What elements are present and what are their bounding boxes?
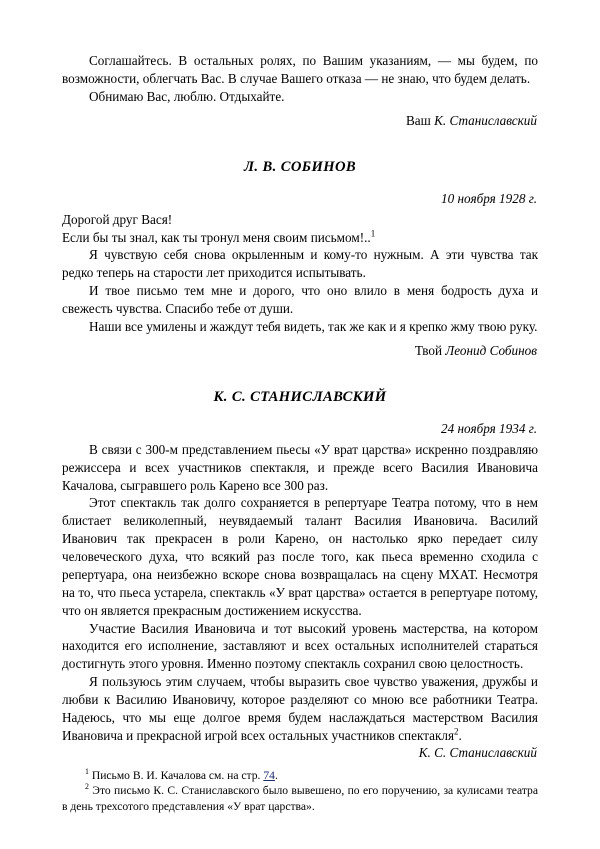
stanislavsky-paragraph-3: Участие Василия Ивановича и тот высокий уровень мастерства, на котором находится его исполнение, заставляют и всех остальных исполнителей стараться достигнуть этого уровня. Именно поэтому спектакль сохранил свою целостность. [62, 620, 538, 672]
spacer [62, 359, 538, 389]
footnote-1-text-before: Письмо В. И. Качалова см. на стр. [88, 768, 264, 782]
spacer [62, 406, 538, 421]
sobinov-signature-prefix: Твой [414, 342, 446, 358]
intro-paragraph-2: Обнимаю Вас, люблю. Отдыхайте. [89, 88, 285, 104]
stanislavsky-paragraph-2: Этот спектакль так долго сохраняется в репертуаре Театра потому, что в нем блистает великолепный, неувядаемый талант Василия Ивановича. Василий Иванович так прекрасен в роли Карено, он настолько ярко передает силу человеческого духа, что всякий раз после того, как пьеса временно сходила с репертуара, она неизбежно вскоре снова возвращалась на сцену МХАТ. Несмотря на то, что пьеса устарела, спектакль «У врат царства» остается в репертуаре потому, что он является прекрасным достижением искусства. [62, 495, 538, 618]
stanislavsky-paragraph-4 [62, 673, 538, 745]
footnote-marker-2: 2 [85, 782, 89, 792]
footnote-1-text-after: . [274, 768, 278, 782]
stanislavsky-signature-name: К. С. Станиславский [418, 744, 537, 760]
spacer [62, 106, 538, 113]
sobinov-paragraph-1: Я чувствую себя снова окрыленным и кому-то нужным. А эти чувства так редко теперь на старости лет приходится испытывать. [62, 247, 538, 281]
intro-signature-prefix: Ваш [406, 112, 435, 128]
spacer [62, 336, 538, 343]
sobinov-signature [62, 343, 538, 359]
intro-paragraph-1: Соглашайтесь. В остальных ролях, по Вашим указаниям, — мы будем, по возможности, облегчать Вас. В случае Вашего отказа — не знаю, что будем делать. [62, 53, 538, 86]
footnote-ref-2[interactable]: 2 [454, 726, 459, 737]
footnote-2-text: Это письмо К. С. Станиславского было вывешено, по его поручению, за кулисами театра в день трехсотого представления «У врат царства». [62, 784, 538, 814]
section-heading-stanislavsky: К. С. СТАНИСЛАВСКИЙ [213, 388, 387, 405]
stanislavsky-paragraph-4-text: Я пользуюсь этим случаем, чтобы выразить свое чувство уважения, дружбы и любви к Василию Ивановичу, которое разделяют со мною все работники Театра. Надеюсь, что мы еще долгое время будем наслаждаться мастерством Василия Ивановича и прекрасной игрой всех остальных участников спектакля [62, 674, 538, 743]
sobinov-signature-name: Леонид Собинов [445, 342, 537, 358]
stanislavsky-signature [62, 745, 538, 761]
stanislavsky-paragraph-4-tail: . [458, 727, 462, 743]
sobinov-line-2-text: Если бы ты знал, как ты тронул меня своим письмом!.. [62, 229, 371, 245]
section-heading-sobinov: Л. В. СОБИНОВ [243, 158, 357, 175]
sobinov-paragraph-3: Наши все умилены и жаждут тебя видеть, так же как и я крепко жму твою руку. [89, 318, 538, 334]
salutation-sobinov: Дорогой друг Вася! [62, 211, 173, 227]
footnote-marker-1: 1 [85, 766, 89, 776]
spacer [62, 176, 538, 191]
sobinov-line-2 [62, 229, 538, 247]
footnote-section [62, 768, 538, 815]
date-stanislavsky: 24 ноября 1934 г. [441, 420, 537, 436]
intro-signature-name: К. Станиславский [434, 112, 537, 128]
footnote-ref-1[interactable]: 1 [370, 228, 376, 239]
sobinov-paragraph-2: И твое письмо тем мне и дорого, что оно влило в меня бодрость духа и свежесть чувства. Спасибо тебе от души. [62, 283, 538, 316]
footnote-2 [62, 783, 538, 815]
stanislavsky-paragraph-1: В связи с 300-м представлением пьесы «У врат царства» искренно поздравляю режиссера и всех участников спектакля, и прежде всего Василия Ивановича Качалова, сыгравшего роль Карено все 300 раз. [62, 441, 538, 493]
footnote-page-link[interactable]: 74 [263, 768, 275, 782]
intro-signature [62, 113, 538, 129]
date-sobinov: 10 ноября 1928 г. [441, 190, 537, 206]
spacer [62, 129, 538, 159]
footnote-1 [62, 768, 538, 784]
